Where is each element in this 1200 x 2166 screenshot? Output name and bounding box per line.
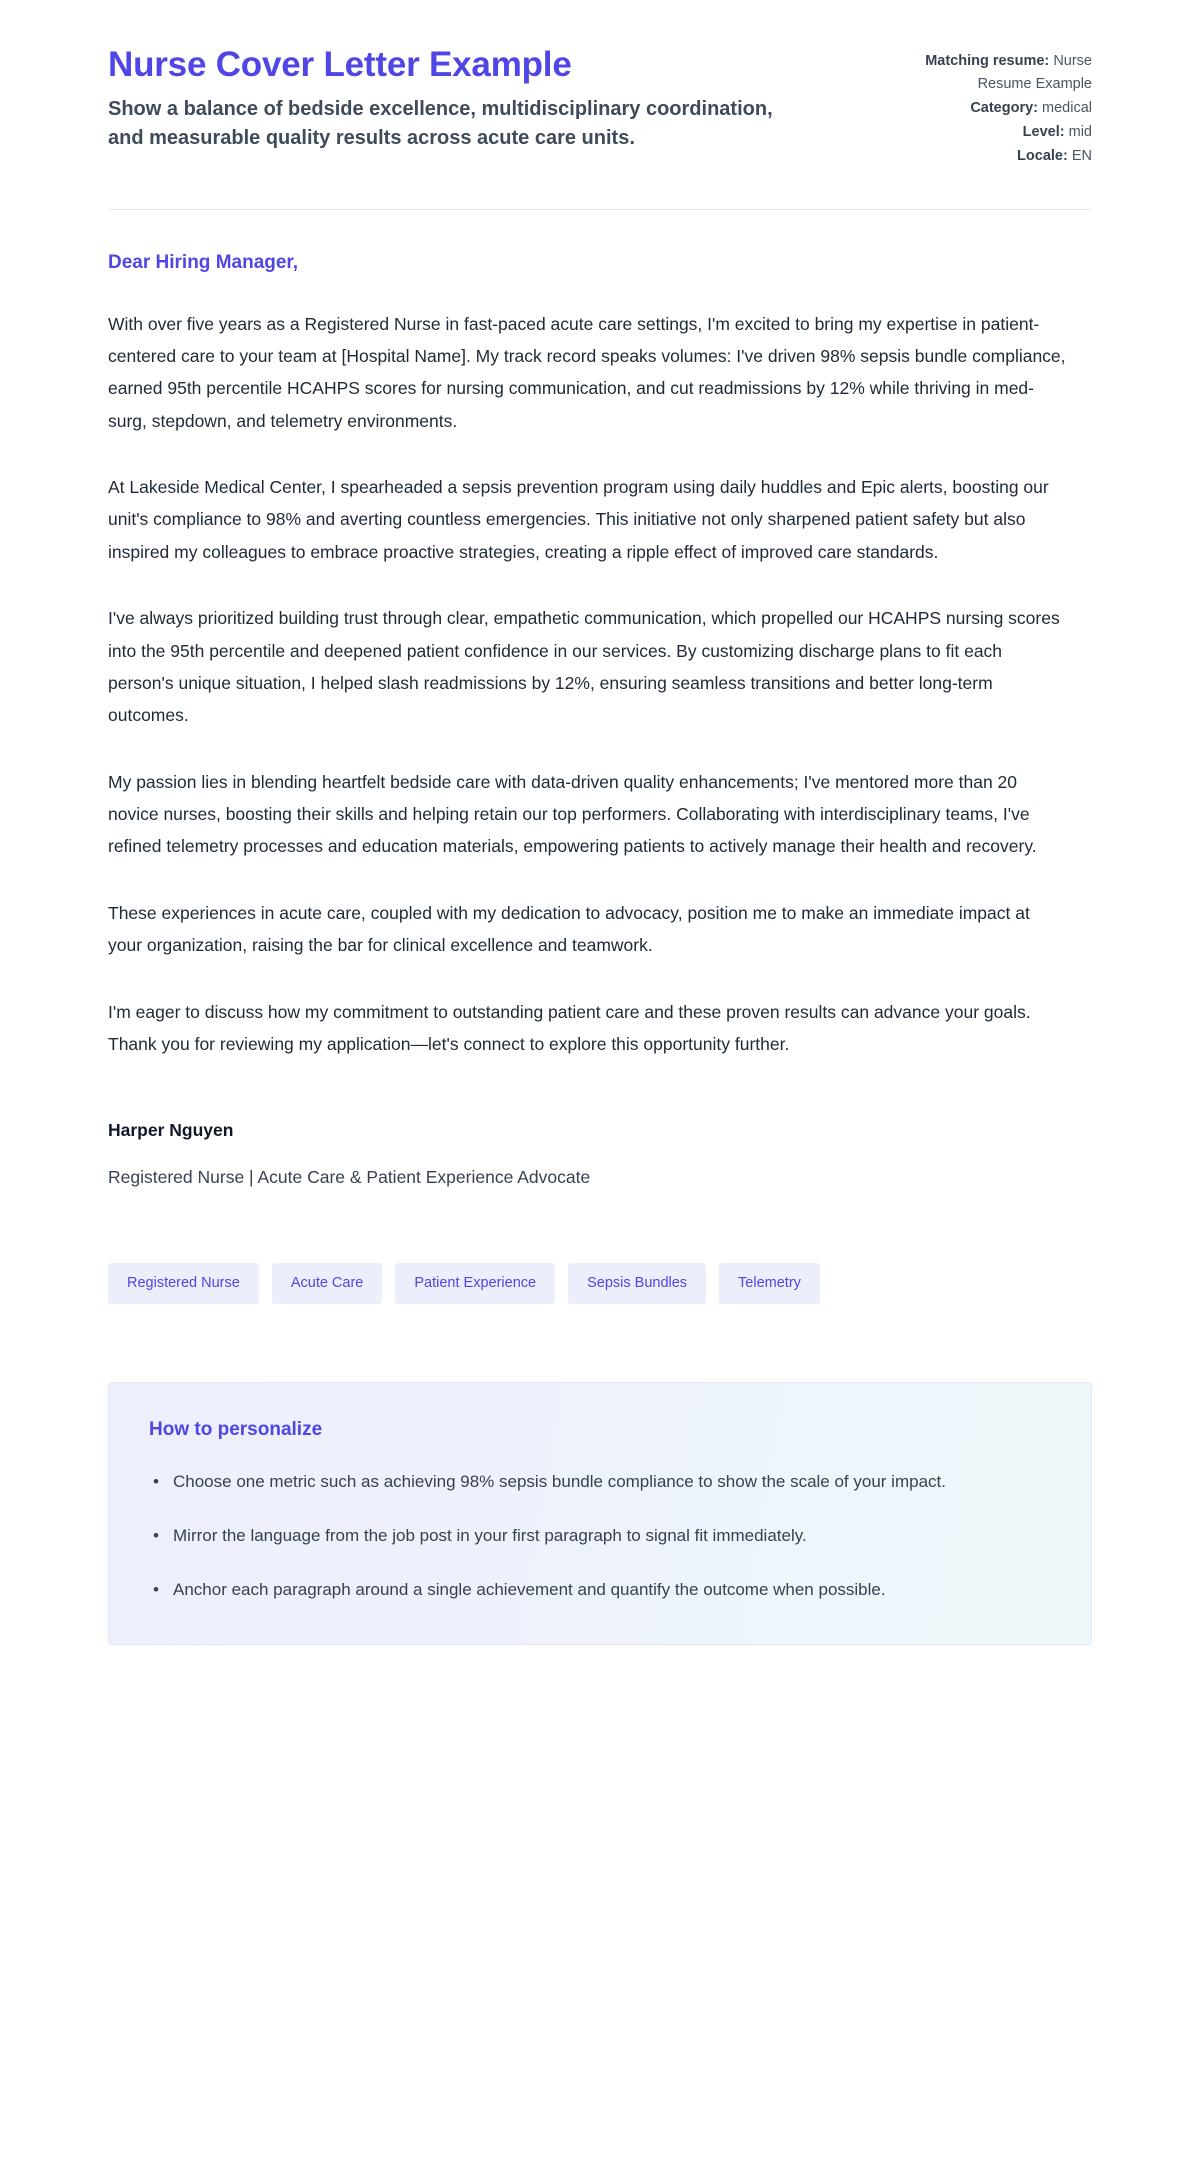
meta-category bbox=[882, 97, 1092, 120]
meta-matching-resume-label: Matching resume: bbox=[925, 53, 1050, 69]
how-to-personalize-callout bbox=[108, 1382, 1092, 1645]
page-title: Nurse Cover Letter Example bbox=[108, 45, 572, 84]
meta-matching-resume bbox=[882, 50, 1092, 96]
meta-level-value: mid bbox=[1068, 123, 1092, 140]
signature-name: Harper Nguyen bbox=[108, 1120, 234, 1141]
meta-level bbox=[882, 121, 1092, 144]
tag-chip[interactable]: Patient Experience bbox=[395, 1263, 555, 1304]
meta-locale-label: Locale: bbox=[1017, 147, 1068, 164]
tag-chip[interactable]: Acute Care bbox=[272, 1263, 383, 1304]
tag-chip[interactable]: Sepsis Bundles bbox=[568, 1263, 706, 1304]
callout-list-item: • Choose one metric such as achieving 98% sepsis bundle compliance to show the scale of your impact. bbox=[173, 1467, 1051, 1497]
letter-paragraph: I'm eager to discuss how my commitment to outstanding patient care and these proven results can advance your goals. Thank you for reviewing my application—let's connect to explore this opportunity further. bbox=[108, 1001, 1031, 1054]
meta-level-label: Level: bbox=[1022, 123, 1065, 140]
tag-list bbox=[108, 1191, 1092, 1304]
letter-paragraph: These experiences in acute care, coupled with my dedication to advocacy, position me to make an immediate impact at your organization, raising the bar for clinical excellence and teamwork. bbox=[108, 902, 1030, 956]
meta-matching-resume-value: Nurse Resume Example bbox=[977, 53, 1092, 92]
letter-paragraph: At Lakeside Medical Center, I spearheaded a sepsis prevention program using daily huddles and Epic alerts, boosting our unit's compliance to 98% and averting countless emergencies. This initiative not only sharpened patient safety but also inspired my colleagues to embrace proactive strategies, creating a ripple effect of improved care standards. bbox=[108, 477, 1049, 562]
callout-list bbox=[149, 1467, 1051, 1606]
meta-category-value: medical bbox=[1042, 99, 1092, 116]
callout-list-item: • Mirror the language from the job post in your first paragraph to signal fit immediately. bbox=[173, 1521, 1051, 1551]
meta-locale bbox=[882, 145, 1092, 168]
cover-letter-body bbox=[108, 210, 1092, 1192]
header-title-group bbox=[108, 44, 808, 152]
callout-list-item: • Anchor each paragraph around a single achievement and quantify the outcome when possible. bbox=[173, 1575, 1051, 1605]
signature-block bbox=[108, 1094, 1092, 1191]
letter-paragraph: I've always prioritized building trust through clear, empathetic communication, which propelled our HCAHPS nursing scores into the 95th percentile and deepened patient confidence in our services. By customizing discharge plans to fit each person's unique situation, I helped slash readmissions by 12%, ensuring seamless transitions and better long-term outcomes. bbox=[108, 608, 1060, 726]
meta-locale-value: EN bbox=[1071, 147, 1092, 164]
header-metadata bbox=[882, 44, 1092, 169]
tag-chip[interactable]: Telemetry bbox=[719, 1263, 820, 1304]
page-header bbox=[108, 44, 1092, 169]
letter-paragraph: With over five years as a Registered Nurse in fast-paced acute care settings, I'm excited to bring my expertise in patient-centered care to your team at [Hospital Name]. My track record speaks volumes: I've driven 98% sepsis bundle compliance, earned 95th percentile HCAHPS scores for nursing communication, and cut readmissions by 12% while thriving in med-surg, stepdown, and telemetry environments. bbox=[108, 313, 1066, 431]
letter-paragraph: My passion lies in blending heartfelt bedside care with data-driven quality enhancements; I've mentored more than 20 novice nurses, boosting their skills and helping retain our top performers. Collaborating with interdisciplinary teams, I've refined telemetry processes and education materials, empowering patients to actively manage their health and recovery. bbox=[108, 771, 1037, 857]
letter-greeting: Dear Hiring Manager, bbox=[108, 251, 299, 273]
meta-category-label: Category: bbox=[970, 99, 1038, 116]
page-subtitle: Show a balance of bedside excellence, multidisciplinary coordination, and measurable quality results across acute care units. bbox=[108, 98, 773, 149]
tag-chip[interactable]: Registered Nurse bbox=[108, 1263, 259, 1304]
signature-tagline: Registered Nurse | Acute Care & Patient Experience Advocate bbox=[108, 1167, 591, 1188]
callout-title: How to personalize bbox=[149, 1418, 323, 1440]
